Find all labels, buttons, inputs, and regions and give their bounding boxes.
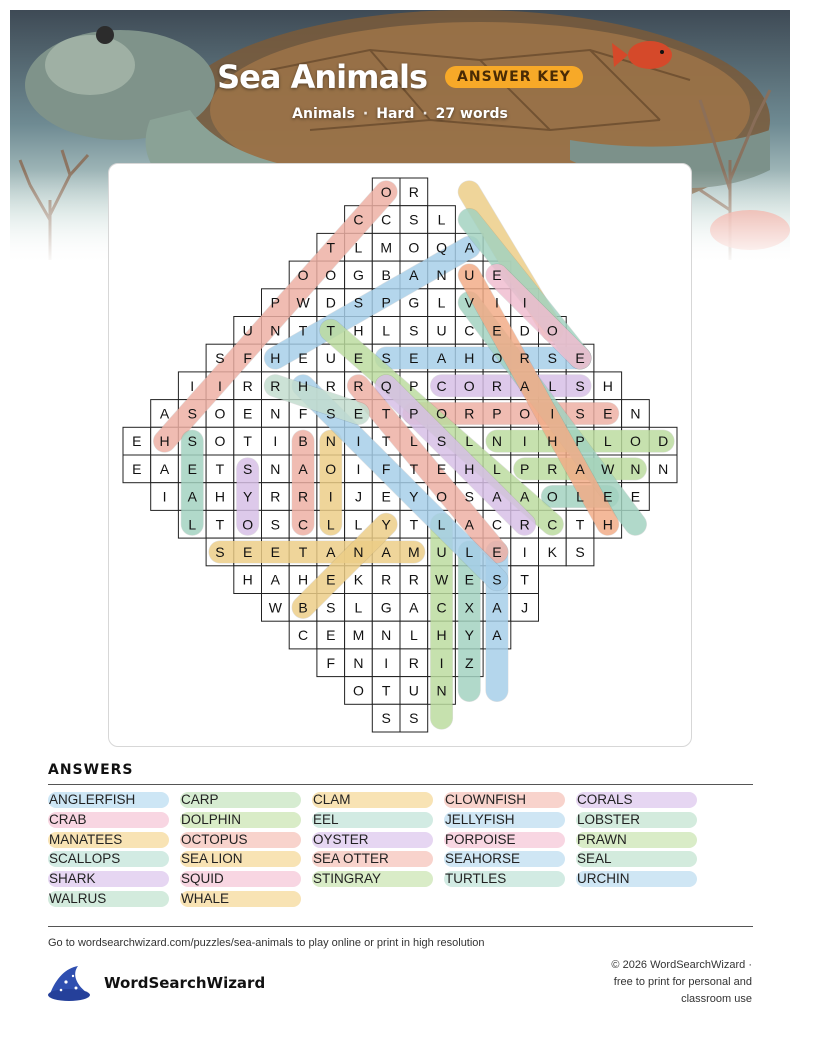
grid-letter: H — [297, 377, 309, 394]
grid-letter: I — [522, 543, 527, 560]
grid-letter: W — [268, 599, 282, 616]
grid-letter: S — [575, 377, 585, 394]
copyright-line: classroom use — [681, 993, 752, 1005]
answer-word: SQUID — [180, 871, 301, 887]
grid-letter: E — [132, 433, 142, 450]
grid-letter: S — [326, 599, 336, 616]
grid-letter: S — [575, 405, 585, 422]
grid-letter: N — [381, 627, 392, 644]
grid-letter: E — [575, 350, 585, 367]
grid-letter: A — [270, 571, 281, 588]
grid-letter: B — [298, 599, 308, 616]
answer-word: PRAWN — [576, 832, 697, 848]
grid-letter: L — [465, 433, 474, 450]
grid-letter: A — [575, 460, 585, 477]
grid-letter: L — [603, 433, 612, 450]
grid-letter: I — [550, 405, 555, 422]
grid-letter: L — [409, 433, 418, 450]
grid-letter: H — [214, 488, 226, 505]
grid-letter: N — [491, 433, 503, 450]
grid-letter: C — [491, 516, 503, 533]
grid-letter: F — [298, 405, 308, 422]
grid-letter: R — [464, 405, 475, 422]
grid-letter: A — [298, 460, 308, 477]
grid-letter: T — [381, 433, 391, 450]
answer-word: STINGRAY — [312, 871, 433, 887]
answer-word: LOBSTER — [576, 812, 697, 828]
grid-letter: E — [603, 488, 613, 505]
grid-letter: R — [242, 377, 253, 394]
answer-word: SEA LION — [180, 851, 301, 867]
grid-letter: R — [519, 516, 530, 533]
grid-letter: A — [409, 599, 419, 616]
grid-letter: J — [354, 488, 362, 505]
grid-letter: L — [354, 239, 363, 256]
answer-word: WALRUS — [48, 891, 169, 907]
grid-letter: H — [464, 350, 475, 367]
grid-letter: A — [159, 405, 170, 422]
grid-letter: R — [270, 377, 281, 394]
grid-letter: U — [436, 543, 447, 560]
grid-letter: T — [520, 571, 529, 588]
grid-letter: D — [325, 294, 336, 311]
grid-letter: I — [356, 460, 361, 477]
answer-word: CLOWNFISH — [444, 792, 565, 808]
grid-letter: N — [436, 682, 447, 699]
grid-letter: L — [576, 488, 584, 505]
grid-letter: Z — [464, 654, 474, 671]
grid-letter: A — [519, 377, 530, 394]
grid-letter: C — [297, 516, 309, 533]
answers-list — [48, 792, 753, 912]
grid-letter: N — [270, 322, 281, 339]
answer-word: CORALS — [576, 792, 697, 808]
grid-letter: Q — [380, 377, 392, 394]
grid-letter: O — [630, 433, 641, 450]
grid-letter: A — [464, 239, 474, 256]
grid-letter: L — [188, 516, 197, 533]
grid-letter: S — [381, 350, 391, 367]
copyright-line: © 2026 WordSearchWizard · — [611, 959, 752, 971]
grid-letter: S — [381, 710, 391, 727]
grid-letter: R — [381, 571, 392, 588]
grid-letter: R — [297, 488, 309, 505]
grid-letter: O — [242, 516, 254, 533]
grid-letter: P — [409, 405, 419, 422]
grid-letter: U — [408, 682, 419, 699]
answer-word: OCTOPUS — [180, 832, 301, 848]
grid-letter: F — [381, 460, 391, 477]
grid-letter: E — [270, 543, 281, 560]
grid-letter: T — [409, 516, 419, 533]
grid-letter: H — [464, 460, 475, 477]
footer-url-text: Go to wordsearchwizard.com/puzzles/sea-animals to play online or print in high resolution — [48, 937, 485, 949]
grid-letter: A — [187, 488, 197, 505]
grid-letter: C — [353, 211, 364, 228]
grid-letter: O — [546, 322, 558, 339]
grid-letter: O — [546, 488, 558, 505]
grid-letter: R — [270, 488, 281, 505]
grid-letter: E — [492, 322, 502, 339]
grid-letter: L — [409, 627, 418, 644]
answer-word: EEL — [312, 812, 433, 828]
grid-letter: Q — [436, 239, 447, 256]
grid-letter: W — [296, 294, 310, 311]
grid-letter: O — [519, 405, 531, 422]
grid-letter: N — [658, 460, 669, 477]
grid-letter: T — [326, 322, 336, 339]
grid-letter: E — [242, 543, 253, 560]
grid-letter: P — [519, 460, 530, 477]
grid-letter: O — [436, 488, 447, 505]
grid-letter: G — [380, 599, 392, 616]
grid-letter: T — [243, 433, 252, 450]
grid-letter: H — [547, 433, 558, 450]
grid-letter: C — [464, 322, 475, 339]
grid-letter: S — [187, 433, 197, 450]
grid-letter: O — [297, 266, 309, 283]
grid-letter: L — [354, 599, 363, 616]
grid-letter: A — [409, 266, 419, 283]
grid-letter: P — [409, 377, 419, 394]
grid-letter: E — [436, 460, 447, 477]
title-block — [0, 58, 800, 122]
answer-word: SEAHORSE — [444, 851, 565, 867]
grid-letter: M — [408, 543, 420, 560]
grid-letter: H — [270, 350, 281, 367]
grid-letter: R — [491, 377, 503, 394]
grid-letter: H — [353, 322, 364, 339]
grid-letter: B — [381, 266, 391, 283]
grid-letter: U — [436, 322, 447, 339]
grid-letter: N — [270, 405, 281, 422]
grid-letter: E — [326, 571, 336, 588]
grid-letter: N — [270, 460, 281, 477]
grid-letter: T — [575, 516, 585, 533]
answer-word: DOLPHIN — [180, 812, 301, 828]
grid-letter: L — [493, 460, 501, 477]
grid-letter: F — [326, 654, 336, 671]
grid-letter: S — [242, 460, 253, 477]
grid-letter: F — [243, 350, 252, 367]
grid-letter: N — [436, 266, 447, 283]
grid-letter: L — [326, 516, 335, 533]
grid-letter: E — [298, 350, 308, 367]
grid-letter: Y — [381, 516, 391, 533]
answers-divider — [48, 784, 753, 785]
grid-letter: L — [548, 377, 557, 394]
grid-letter: S — [215, 350, 225, 367]
answer-word: MANATEES — [48, 832, 169, 848]
grid-letter: P — [575, 433, 585, 450]
grid-letter: C — [297, 627, 309, 644]
answer-word: WHALE — [180, 891, 301, 907]
grid-letter: D — [658, 433, 669, 450]
grid-letter: O — [408, 239, 420, 256]
grid-letter: N — [630, 460, 641, 477]
grid-letter: T — [381, 405, 391, 422]
grid-letter: E — [492, 543, 502, 560]
grid-letter: T — [215, 516, 225, 533]
grid-letter: N — [353, 543, 364, 560]
brand — [46, 964, 265, 1002]
grid-letter: I — [328, 488, 333, 505]
grid-letter: S — [187, 405, 197, 422]
grid-letter: E — [187, 460, 197, 477]
grid-letter: W — [434, 571, 449, 588]
puzzle-card — [108, 163, 692, 747]
grid-letter: E — [132, 460, 142, 477]
grid-letter: E — [381, 488, 391, 505]
grid-letter: R — [408, 183, 419, 200]
puzzle-meta — [0, 106, 800, 122]
grid-letter: D — [519, 322, 530, 339]
grid-letter: H — [297, 571, 309, 588]
answer-word: JELLYFISH — [444, 812, 565, 828]
grid-letter: E — [603, 405, 613, 422]
grid-letter: O — [214, 405, 226, 422]
grid-letter: O — [325, 266, 337, 283]
grid-letter: S — [326, 405, 336, 422]
answer-key-badge: ANSWER KEY — [445, 66, 583, 88]
answer-word: SEAL — [576, 851, 697, 867]
answer-word: SEA OTTER — [312, 851, 433, 867]
grid-letter: O — [353, 682, 364, 699]
brand-name: WordSearchWizard — [104, 974, 266, 992]
answer-word: SHARK — [48, 871, 169, 887]
grid-letter: R — [547, 460, 558, 477]
grid-letter: L — [437, 294, 446, 311]
grid-letter: I — [273, 433, 278, 450]
grid-letter: C — [381, 211, 392, 228]
grid-letter: X — [464, 599, 474, 616]
grid-letter: Y — [242, 488, 253, 505]
page-title: Sea Animals — [217, 58, 428, 96]
grid-letter: P — [381, 294, 391, 311]
grid-letter: C — [547, 516, 558, 533]
grid-letter: T — [215, 460, 225, 477]
grid-letter: I — [384, 654, 389, 671]
grid-letter: I — [495, 294, 499, 311]
grid-letter: L — [382, 322, 391, 339]
grid-letter: E — [242, 405, 253, 422]
grid-letter: I — [162, 488, 167, 505]
grid-letter: S — [575, 543, 585, 560]
grid-letter: V — [464, 294, 474, 311]
grid-letter: U — [464, 266, 475, 283]
grid-letter: A — [159, 460, 170, 477]
grid-letter: E — [630, 488, 641, 505]
separator-dot: · — [362, 106, 369, 122]
grid-letter: S — [270, 516, 281, 533]
grid-letter: E — [353, 405, 364, 422]
grid-letter: S — [492, 571, 502, 588]
answer-word: CRAB — [48, 812, 169, 828]
grid-letter: B — [298, 433, 308, 450]
grid-letter: S — [436, 433, 447, 450]
grid-letter: T — [381, 682, 391, 699]
grid-letter: T — [298, 322, 308, 339]
grid-letter: E — [326, 627, 336, 644]
grid-letter: O — [214, 433, 226, 450]
grid-letter: S — [409, 710, 419, 727]
grid-letter: K — [547, 543, 558, 560]
grid-letter: G — [408, 294, 420, 311]
grid-letter: T — [298, 543, 308, 560]
grid-letter: R — [408, 654, 419, 671]
grid-letter: A — [381, 543, 391, 560]
grid-letter: S — [464, 488, 474, 505]
grid-letter: P — [492, 405, 502, 422]
grid-letter: A — [492, 627, 502, 644]
grid-letter: H — [159, 433, 170, 450]
grid-letter: S — [215, 543, 225, 560]
answer-word: URCHIN — [576, 871, 697, 887]
grid-letter: C — [436, 599, 447, 616]
grid-letter: E — [409, 350, 419, 367]
grid-letter: H — [602, 377, 613, 394]
grid-letter: U — [242, 322, 253, 339]
grid-letter: R — [353, 377, 364, 394]
grid-letter: O — [325, 460, 337, 477]
answer-word: CARP — [180, 792, 301, 808]
grid-letter: L — [354, 516, 363, 533]
grid-letter: K — [353, 571, 364, 588]
word-count-label: 27 words — [435, 106, 508, 122]
grid-letter: L — [437, 211, 446, 228]
copyright-line: free to print for personal and — [613, 976, 752, 988]
grid-letter: N — [353, 654, 364, 671]
grid-letter: I — [522, 433, 527, 450]
grid-letter: S — [409, 211, 419, 228]
grid-letter: E — [353, 350, 364, 367]
separator-dot: · — [422, 106, 428, 122]
grid-letter: I — [190, 377, 195, 394]
grid-letter: N — [325, 433, 336, 450]
grid-letter: T — [409, 460, 419, 477]
answers-heading: ANSWERS — [48, 762, 134, 778]
grid-letter: M — [352, 627, 365, 644]
grid-letter: R — [325, 377, 336, 394]
grid-letter: L — [465, 543, 474, 560]
grid-letter: I — [356, 433, 361, 450]
answer-word: OYSTER — [312, 832, 433, 848]
word-search-grid — [109, 164, 693, 748]
grid-letter: O — [436, 405, 447, 422]
grid-letter: C — [436, 377, 447, 394]
grid-letter: S — [547, 350, 558, 367]
grid-letter: A — [492, 488, 502, 505]
answer-word: ANGLERFISH — [48, 792, 169, 808]
grid-letter: L — [437, 516, 446, 533]
difficulty-label: Hard — [376, 106, 415, 122]
grid-letter: J — [521, 599, 529, 616]
grid-letter: A — [464, 516, 474, 533]
answer-word: PORPOISE — [444, 832, 565, 848]
grid-letter: O — [380, 183, 392, 200]
answer-word: CLAM — [312, 792, 433, 808]
grid-letter: I — [522, 294, 527, 311]
grid-letter: H — [602, 516, 613, 533]
grid-letter: S — [353, 294, 364, 311]
grid-letter: A — [326, 543, 336, 560]
grid-letter: W — [601, 460, 615, 477]
grid-letter: S — [409, 322, 419, 339]
title-row — [0, 58, 800, 96]
answer-word: TURTLES — [444, 871, 565, 887]
grid-letter: U — [325, 350, 336, 367]
grid-letter: A — [492, 599, 502, 616]
grid-letter: N — [630, 405, 641, 422]
grid-letter: O — [463, 377, 475, 394]
grid-letter: A — [519, 488, 530, 505]
grid-letter: M — [380, 239, 392, 256]
grid-letter: Y — [409, 488, 419, 505]
grid-letter: R — [519, 350, 530, 367]
grid-letter: T — [326, 239, 336, 256]
grid-letter: E — [464, 571, 474, 588]
grid-letter: G — [353, 266, 364, 283]
footer-divider — [48, 926, 753, 927]
grid-letter: O — [491, 350, 503, 367]
answer-word: SCALLOPS — [48, 851, 169, 867]
copyright-notice — [611, 957, 752, 1008]
grid-letter: H — [436, 627, 447, 644]
grid-letter: Y — [464, 627, 474, 644]
grid-letter: H — [242, 571, 253, 588]
grid-letter: R — [408, 571, 419, 588]
grid-letter: I — [218, 377, 222, 394]
category-label: Animals — [292, 106, 355, 122]
grid-letter: P — [270, 294, 281, 311]
wizard-hat-icon — [46, 964, 92, 1002]
grid-letter: A — [436, 350, 447, 367]
grid-letter: E — [492, 266, 502, 283]
grid-letter: I — [439, 654, 444, 671]
